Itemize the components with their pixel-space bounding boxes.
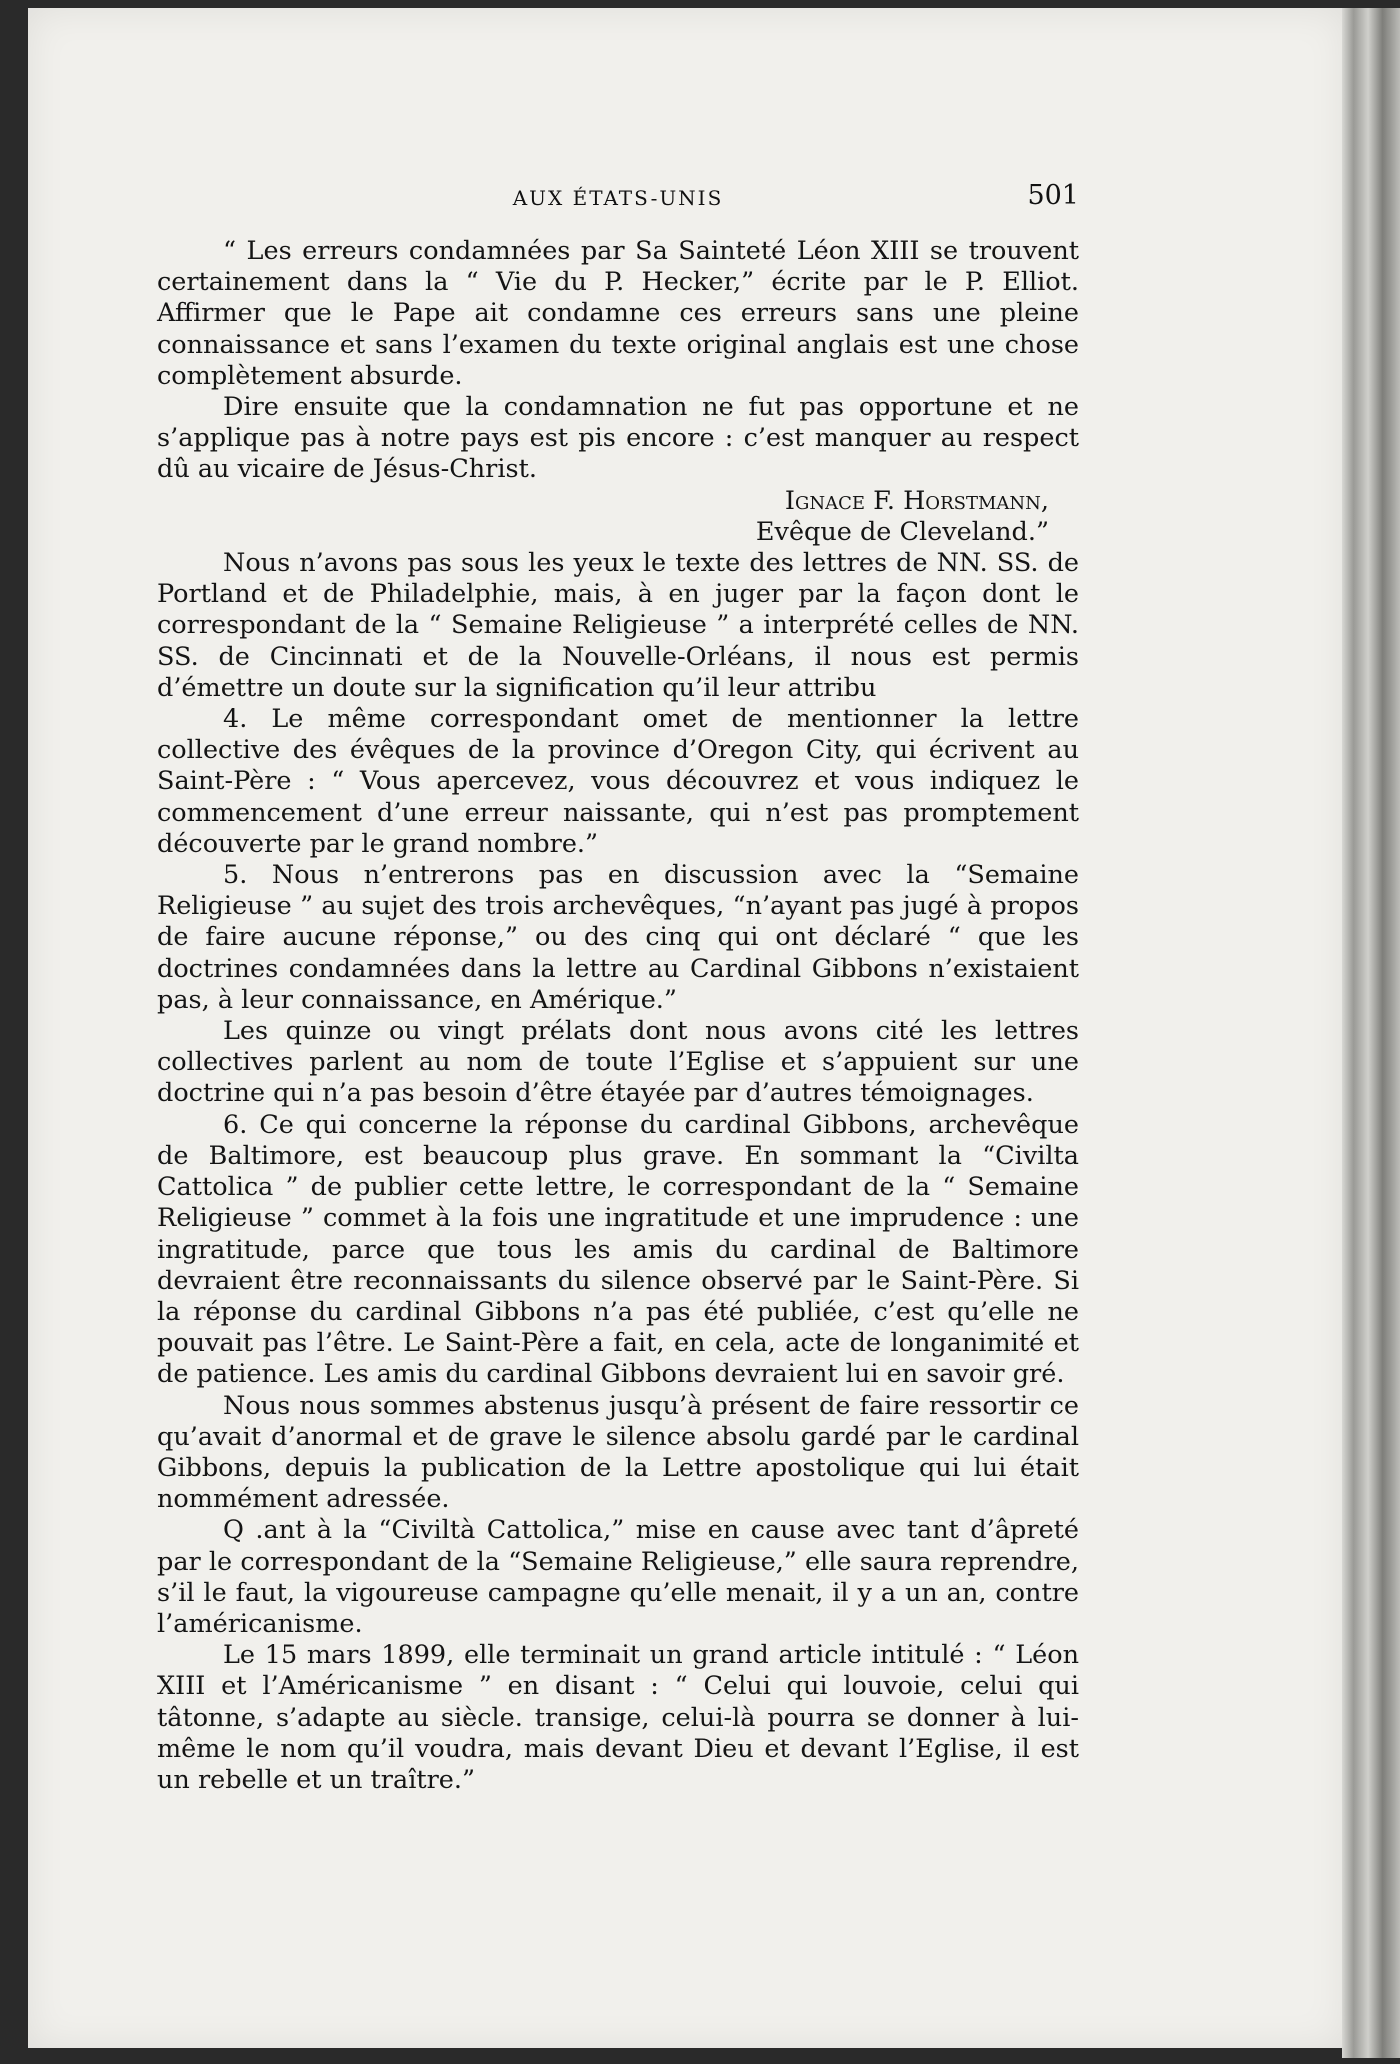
paragraph: Le 15 mars 1899, elle terminait un grand article intitulé : “ Léon XIII et l’Américanisme ” en disant : “ Celui qui louvoie, celui qui tâtonne, s’adapte au siècle. transige, celui-là pourra se donner à lui-même le nom qu’il voudra, mais devant Dieu et devant l’Eglise, il est un rebelle et un traître.”	[157, 1640, 1079, 1795]
page-number: 501	[1027, 180, 1079, 211]
paragraph: 5. Nous n’entrerons pas en discussion avec la “Semaine Religieuse ” au sujet des trois archevêques, “n’ayant pas jugé à propos de faire aucune réponse,” ou des cinq qui ont déclaré “ que les doctrines condamnées dans la lettre au Cardinal Gibbons n’existaient pas, à leur connaissance, en Amérique.”	[157, 860, 1079, 1015]
page-header	[157, 180, 1079, 214]
paragraph: 6. Ce qui concerne la réponse du cardinal Gibbons, archevêque de Baltimore, est beaucoup plus grave. En sommant la “Civilta Cattolica ” de publier cette lettre, le correspondant de la “ Semaine Religieuse ” commet à la fois une ingratitude et une imprudence : une ingratitude, parce que tous les amis du cardinal de Baltimore devraient être reconnaissants du silence observé par le Saint-Père. Si la réponse du cardinal Gibbons n’a pas été publiée, c’est qu’elle ne pouvait pas l’être. Le Saint-Père a fait, en cela, acte de longanimité et de patience. Les amis du cardinal Gibbons devraient lui en savoir gré.	[157, 1109, 1079, 1390]
body-text	[157, 236, 1079, 1796]
paragraph: Nous nous sommes abstenus jusqu’à présent de faire ressortir ce qu’avait d’anormal et de grave le silence absolu gardé par le cardinal Gibbons, depuis la publication de la Lettre apostolique qui lui était nommément adressée.	[157, 1390, 1079, 1515]
paragraph: Les quinze ou vingt prélats dont nous avons cité les lettres collectives parlent au nom de toute l’Eglise et s’appuient sur une doctrine qui n’a pas besoin d’être étayée par d’autres témoignages.	[157, 1016, 1079, 1109]
paragraph: Q .ant à la “Civiltà Cattolica,” mise en cause avec tant d’âpreté par le correspondant de la “Semaine Religieuse,” elle saura reprendre, s’il le faut, la vigoureuse campagne qu’elle menait, il y a un an, contre l’américanisme.	[157, 1515, 1079, 1639]
paragraph: Dire ensuite que la condamnation ne fut pas opportune et ne s’applique pas à notre pays est pis encore : c’est manquer au respect dû au vicaire de Jésus-Christ.	[157, 392, 1079, 485]
paragraph: 4. Le même correspondant omet de mentionner la lettre collective des évêques de la province d’Oregon City, qui écrivent au Saint-Père : “ Vous apercevez, vous découvrez et vous indiquez le commencement d’une erreur naissante, qui n’est pas promptement découverte par le grand nombre.”	[157, 704, 1079, 859]
paragraph: Nous n’avons pas sous les yeux le texte des lettres de NN. SS. de Portland et de Philadelphie, mais, à en juger par la façon dont le correspondant de la “ Semaine Religieuse ” a interprété celles de NN. SS. de Cincinnati et de la Nouvelle-Orléans, il nous est permis d’émettre un doute sur la signification qu’il leur attribu	[157, 548, 1079, 703]
paragraph: “ Les erreurs condamnées par Sa Sainteté Léon XIII se trouvent certainement dans la “ Vie du P. Hecker,” écrite par le P. Elliot. Affirmer que le Pape ait condamne ces erreurs sans une pleine connaissance et sans l’examen du texte original anglais est une chose complètement absurde.	[157, 236, 1079, 391]
page-edge	[1342, 8, 1400, 2058]
running-head: AUX ÉTATS-UNIS	[512, 186, 724, 210]
signature-title: Evêque de Cleveland.”	[755, 516, 1049, 547]
signature-name: Ignace F. Horstmann,	[784, 485, 1049, 516]
